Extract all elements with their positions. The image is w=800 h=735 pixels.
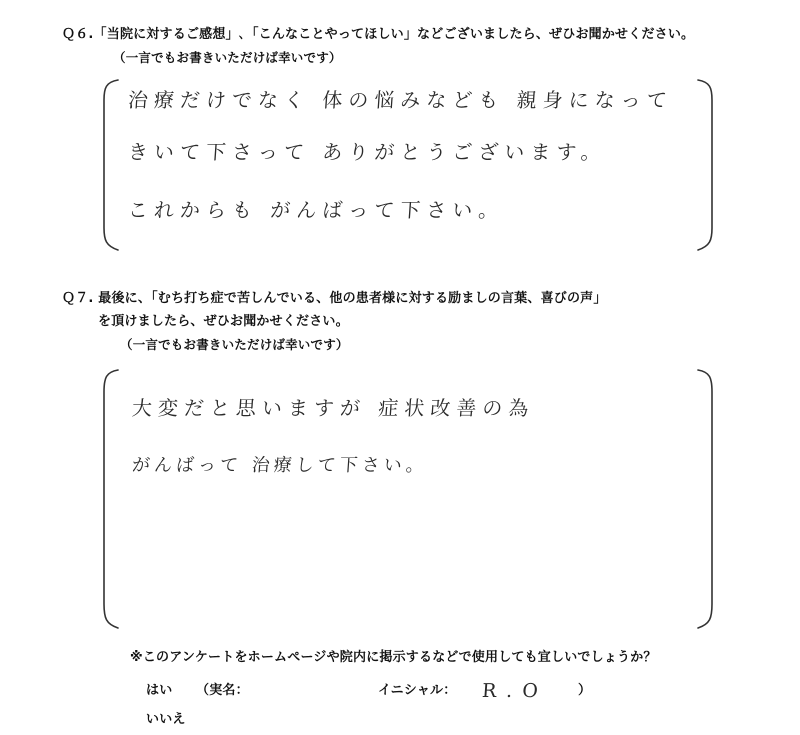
q6-answer-line-2: きいて下さって ありがとうございます。 <box>127 140 608 164</box>
q6-title: Ｑ６.「当院に対するご感想」､「こんなことやってほしい」などございましたら、ぜひお聞かせください。 <box>62 27 695 42</box>
close-paren: ） <box>578 683 592 698</box>
q7-answer-line-2: がんばって 治療して下さい。 <box>131 455 429 476</box>
initial-label: イニシャル： <box>378 683 457 698</box>
q6-answer-bracket-left <box>100 78 120 253</box>
q6-note: （一言でもお書きいただけば幸いです） <box>113 50 342 65</box>
q7-answer-bracket-left <box>100 368 120 630</box>
consent-no-option: いいえ <box>146 712 186 727</box>
q7-answer-line-1: 大変だと思いますが 症状改善の為 <box>131 396 536 420</box>
initial-value: R.O <box>481 680 549 702</box>
real-name-label: （実名： <box>196 683 249 698</box>
q7-title-line-1: Ｑ７. 最後に、「むち打ち症で苦しんでいる、他の患者様に対する励ましの言葉、喜びの声」 <box>62 291 607 306</box>
q6-answer-bracket-right <box>696 78 716 253</box>
q6-answer-line-3: これからも がんばって下さい。 <box>127 198 506 222</box>
q7-answer-bracket-right <box>696 368 716 630</box>
q6-answer-line-1: 治療だけでなく 体の悩みなども 親身になって <box>127 88 674 112</box>
q7-title-line-2: を頂けましたら、ぜひお聞かせください。 <box>98 314 349 329</box>
consent-yes-option: はい <box>146 683 173 698</box>
consent-question: ※このアンケートをホームページや院内に掲示するなどで使用しても宜しいでしょうか？ <box>130 650 657 665</box>
q7-note: （一言でもお書きいただけば幸いです） <box>120 337 349 352</box>
